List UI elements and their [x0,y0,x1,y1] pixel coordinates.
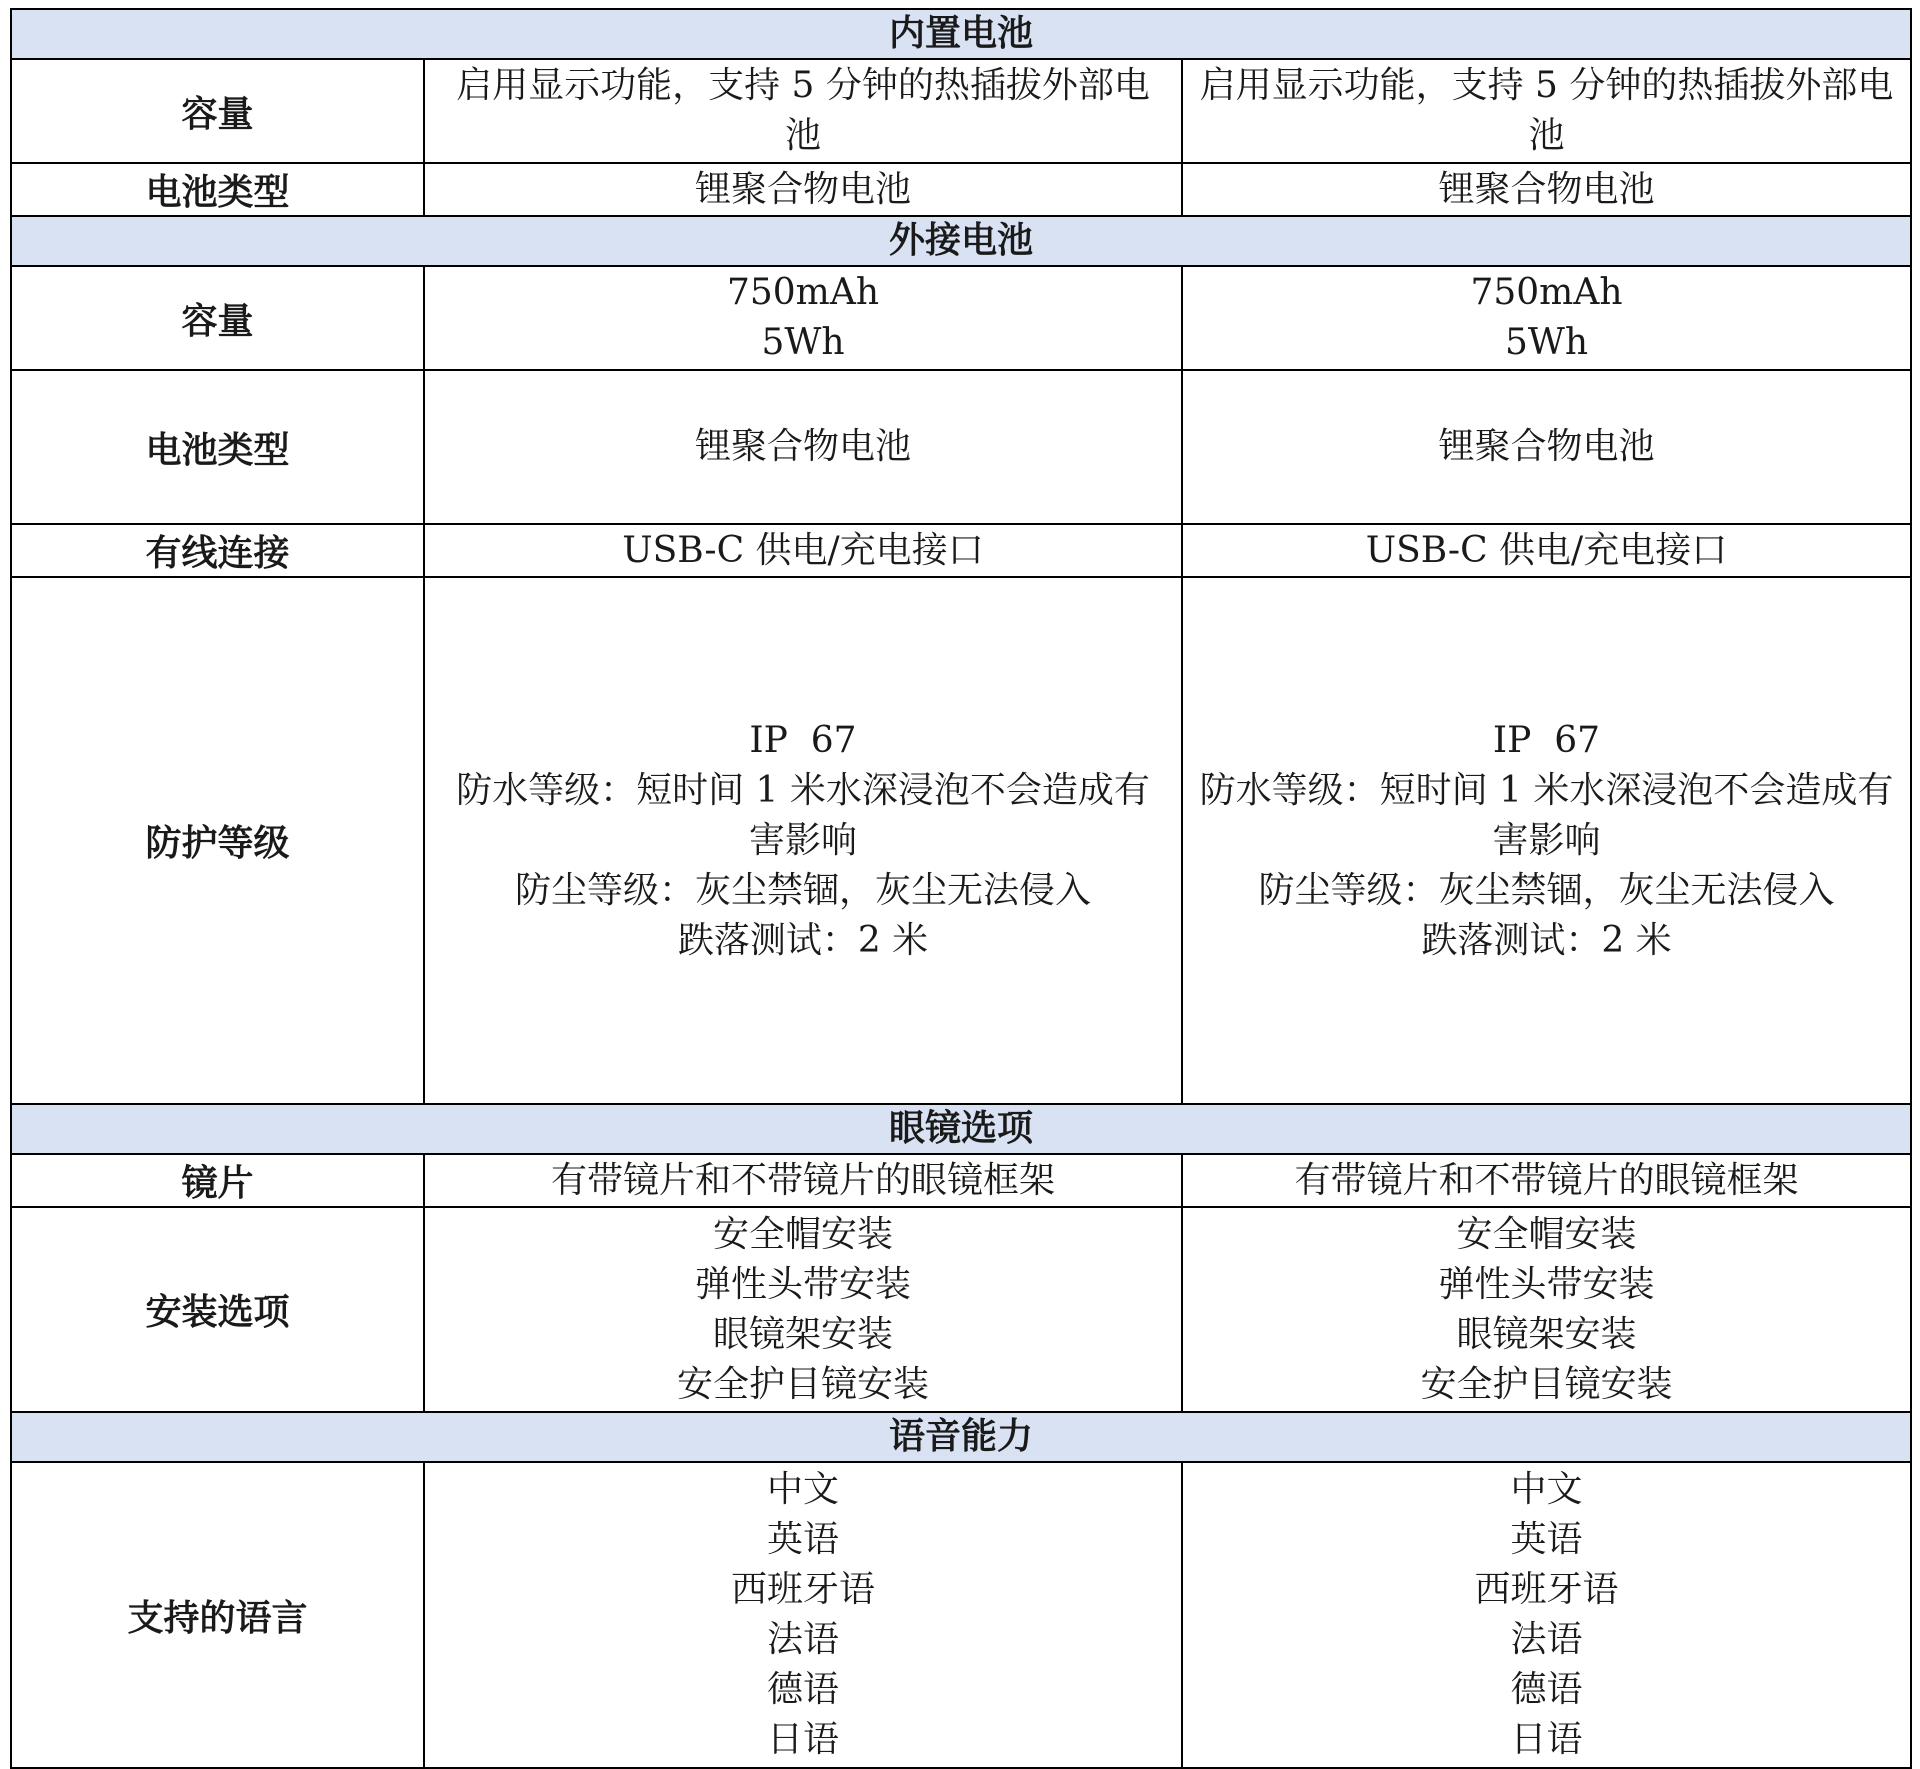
cell-mounting-1 [424,1207,1182,1412]
cell-line: 防尘等级：灰尘禁锢，灰尘无法侵入 [1258,869,1835,911]
cell-line: 日语 [1510,1719,1583,1760]
cell-lenses-2: 有带镜片和不带镜片的眼镜框架 [1182,1154,1911,1207]
cell-line: 防水等级：短时间 1 米水深浸泡不会造成有害影响 [456,769,1150,861]
cell-protection-2 [1182,577,1911,1104]
section-header-voice-capability: 语音能力 [11,1412,1911,1462]
cell-line: IP 67 [1492,719,1601,761]
cell-wired-connection-2: USB-C 供电/充电接口 [1182,524,1911,577]
cell-line: 弹性头带安装 [694,1263,911,1305]
cell-internal-type-1: 锂聚合物电池 [424,163,1182,216]
spec-table [10,8,1912,1769]
cell-line: 安全护目镜安装 [676,1363,929,1405]
cell-line: 英语 [1510,1519,1583,1560]
cell-line: 英语 [766,1519,839,1560]
cell-line: 防尘等级：灰尘禁锢，灰尘无法侵入 [514,869,1091,911]
cell-line: 西班牙语 [1474,1569,1619,1610]
table-row-languages [11,1462,1911,1768]
cell-external-capacity-1 [424,266,1182,370]
cell-line: 中文 [1510,1469,1583,1510]
cell-line: 德语 [766,1669,839,1710]
cell-internal-type-2: 锂聚合物电池 [1182,163,1911,216]
table-row-lenses [11,1154,1911,1207]
cell-line: 跌落测试：2 米 [1421,919,1672,961]
cell-protection-1 [424,577,1182,1104]
table-row-internal-type [11,163,1911,216]
row-label-languages: 支持的语言 [11,1462,424,1768]
cell-external-capacity-2 [1182,266,1911,370]
table-row-external-type [11,370,1911,524]
cell-line: 750mAh [1470,272,1623,313]
row-label-external-type: 电池类型 [11,370,424,524]
cell-line: 日语 [766,1719,839,1760]
cell-line: 眼镜架安装 [1456,1313,1637,1355]
cell-line: 法语 [766,1619,839,1660]
section-row-internal-battery [11,9,1911,59]
cell-line: 德语 [1510,1669,1583,1710]
cell-lenses-1: 有带镜片和不带镜片的眼镜框架 [424,1154,1182,1207]
cell-external-type-2: 锂聚合物电池 [1182,370,1911,524]
row-label-protection: 防护等级 [11,577,424,1104]
cell-line: 安全帽安装 [1456,1213,1637,1255]
cell-line: 法语 [1510,1619,1583,1660]
cell-line: 弹性头带安装 [1438,1263,1655,1305]
cell-line: 安全帽安装 [712,1213,893,1255]
cell-wired-connection-1: USB-C 供电/充电接口 [424,524,1182,577]
table-row-internal-capacity [11,59,1911,163]
section-row-eyewear-options [11,1104,1911,1154]
table-row-wired-connection [11,524,1911,577]
section-row-external-battery [11,216,1911,266]
cell-line: 安全护目镜安装 [1420,1363,1673,1405]
section-header-eyewear-options: 眼镜选项 [11,1104,1911,1154]
table-row-protection [11,577,1911,1104]
row-label-external-capacity: 容量 [11,266,424,370]
cell-line: 眼镜架安装 [712,1313,893,1355]
cell-external-type-1: 锂聚合物电池 [424,370,1182,524]
cell-text: 启用显示功能，支持 5 分钟的热插拔外部电池 [1199,65,1894,156]
cell-line: 5Wh [761,322,845,363]
cell-line: 750mAh [726,272,880,313]
table-row-external-capacity [11,266,1911,370]
row-label-lenses: 镜片 [11,1154,424,1207]
cell-line: 中文 [766,1469,839,1510]
section-header-external-battery: 外接电池 [11,216,1911,266]
row-label-internal-capacity: 容量 [11,59,424,163]
cell-text: 启用显示功能，支持 5 分钟的热插拔外部电池 [456,65,1150,156]
table-row-mounting [11,1207,1911,1412]
cell-languages-1 [424,1462,1182,1768]
cell-line: 跌落测试：2 米 [677,919,929,961]
cell-internal-capacity-2 [1182,59,1911,163]
cell-mounting-2 [1182,1207,1911,1412]
row-label-mounting: 安装选项 [11,1207,424,1412]
section-header-internal-battery: 内置电池 [11,9,1911,59]
cell-line: 西班牙语 [730,1569,875,1610]
row-label-wired-connection: 有线连接 [11,524,424,577]
cell-line: 5Wh [1504,322,1589,363]
cell-internal-capacity-1 [424,59,1182,163]
cell-languages-2 [1182,1462,1911,1768]
cell-line: IP 67 [749,719,857,761]
row-label-internal-type: 电池类型 [11,163,424,216]
section-row-voice-capability [11,1412,1911,1462]
cell-line: 防水等级：短时间 1 米水深浸泡不会造成有害影响 [1199,769,1894,861]
